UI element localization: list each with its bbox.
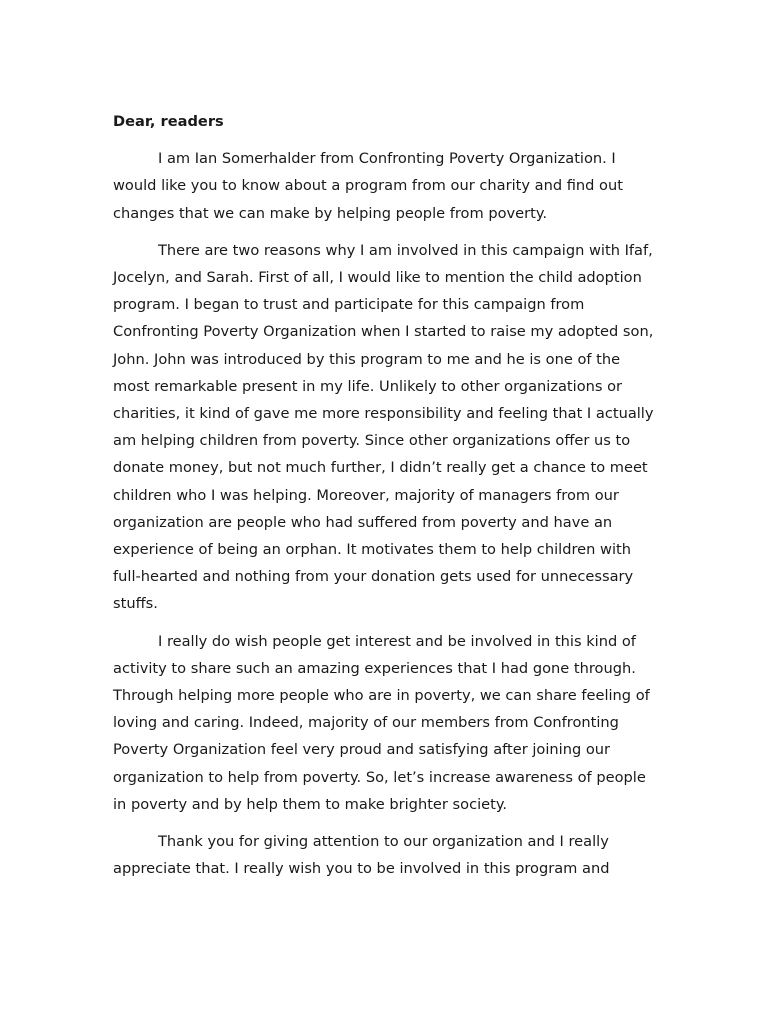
letter-salutation: Dear, readers [113, 113, 224, 130]
paragraph-thanks: Thank you for giving attention to our organization and I really appreciate that. I really wish you to be involved in this program and [113, 833, 610, 878]
letter-body [113, 108, 658, 892]
paragraph-intro: I am Ian Somerhalder from Confronting Poverty Organization. I would like you to know about a program from our charity and find out changes that we can make by helping people from poverty. [113, 150, 623, 222]
paragraph-wish: I really do wish people get interest and be involved in this kind of activity to share such an amazing experiences that I had gone through. Through helping more people who are in poverty, we can share feeling of loving and caring. Indeed, majority of our members from Confronting Poverty Organization feel very proud and satisfying after joining our organization to help from poverty. So, let’s increase awareness of people in poverty and by help them to make brighter society. [113, 632, 650, 813]
paragraph-reasons: There are two reasons why I am involved in this campaign with Ifaf, Jocelyn, and Sarah. First of all, I would like to mention the child adoption program. I began to trust and participate for this campaign from Confronting Poverty Organization when I started to raise my adopted son, John. John was introduced by this program to me and he is one of the most remarkable present in my life. Unlikely to other organizations or charities, it kind of gave me more responsibility and feeling that I actually am helping children from poverty. Since other organizations offer us to donate money, but not much further, I didn’t really get a chance to meet children who I was helping. Moreover, majority of managers from our organization are people who had suffered from poverty and have an experience of being an orphan. It motivates them to help children with full-hearted and nothing from your donation gets used for unnecessary stuffs. [113, 241, 654, 613]
